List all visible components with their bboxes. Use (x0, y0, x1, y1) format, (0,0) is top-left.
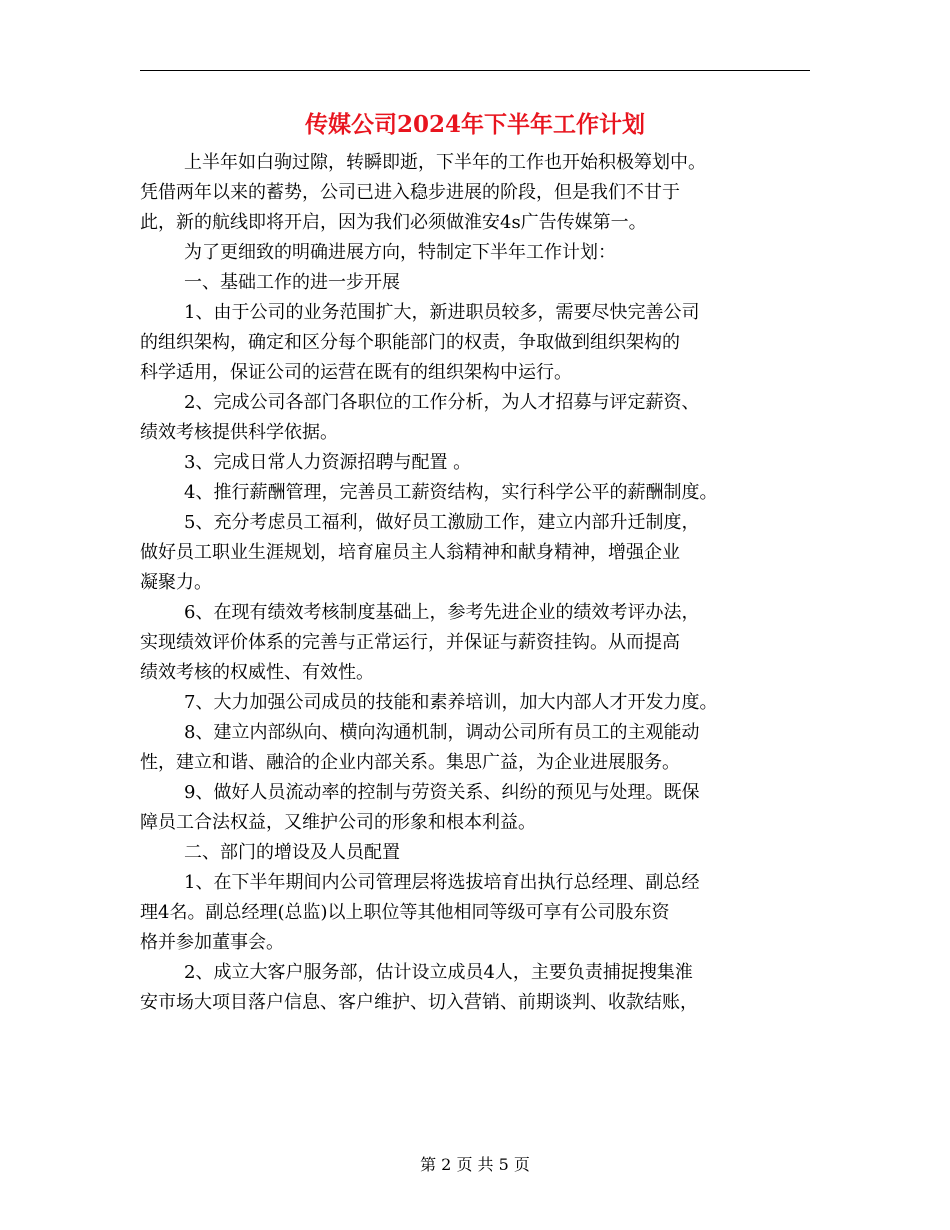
body-line: 二、部门的增设及人员配置 (184, 842, 400, 863)
body-line: 理4名。副总经理(总监)以上职位等其他相同等级可享有公司股东资 (140, 902, 670, 923)
body-line: 障员工合法权益，又维护公司的形象和根本利益。 (140, 812, 536, 833)
page-footer: 第 2 页 共 5 页 (420, 1155, 530, 1174)
body-line: 为了更细致的明确进展方向，特制定下半年工作计划： (184, 242, 616, 263)
header-rule (140, 70, 810, 71)
body-line: 此，新的航线即将开启，因为我们必须做淮安4s广告传媒第一。 (140, 212, 647, 233)
body-line: 8、建立内部纵向、横向沟通机制，调动公司所有员工的主观能动 (184, 722, 700, 743)
body-line: 科学适用，保证公司的运营在既有的组织架构中运行。 (140, 362, 572, 383)
body-line: 绩效考核的权威性、有效性。 (140, 662, 374, 683)
body-line: 1、由于公司的业务范围扩大，新进职员较多，需要尽快完善公司 (184, 302, 700, 323)
document-title: 传媒公司2024年下半年工作计划 (304, 111, 645, 138)
body-line: 5、充分考虑员工福利，做好员工激励工作，建立内部升迁制度， (184, 512, 700, 533)
body-line: 4、推行薪酬管理，完善员工薪资结构，实行科学公平的薪酬制度。 (184, 482, 718, 503)
document-body (140, 148, 820, 1018)
body-line: 6、在现有绩效考核制度基础上，参考先进企业的绩效考评办法， (184, 602, 700, 623)
body-line: 实现绩效评价体系的完善与正常运行，并保证与薪资挂钩。从而提高 (140, 632, 680, 653)
body-line: 的组织架构，确定和区分每个职能部门的权责，争取做到组织架构的 (140, 332, 680, 353)
body-line: 性，建立和谐、融洽的企业内部关系。集思广益，为企业进展服务。 (140, 752, 680, 773)
body-line: 凝聚力。 (140, 572, 212, 593)
body-line: 上半年如白驹过隙，转瞬即逝，下半年的工作也开始积极筹划中。 (184, 152, 706, 173)
body-line: 9、做好人员流动率的控制与劳资关系、纠纷的预见与处理。既保 (184, 782, 700, 803)
body-line: 2、完成公司各部门各职位的工作分析，为人才招募与评定薪资、 (184, 392, 700, 413)
body-line: 1、在下半年期间内公司管理层将选拔培育出执行总经理、副总经 (184, 872, 700, 893)
body-line: 凭借两年以来的蓄势，公司已进入稳步进展的阶段，但是我们不甘于 (140, 182, 680, 203)
body-line: 绩效考核提供科学依据。 (140, 422, 338, 443)
body-line: 一、基础工作的进一步开展 (184, 272, 400, 293)
body-line: 7、大力加强公司成员的技能和素养培训，加大内部人才开发力度。 (184, 692, 718, 713)
body-line: 格并参加董事会。 (140, 932, 284, 953)
body-line: 3、完成日常人力资源招聘与配置 。 (184, 452, 472, 473)
body-line: 做好员工职业生涯规划，培育雇员主人翁精神和献身精神，增强企业 (140, 542, 680, 563)
body-line: 安市场大项目落户信息、客户维护、切入营销、前期谈判、收款结账， (140, 992, 698, 1013)
body-line: 2、成立大客户服务部，估计设立成员4人，主要负责捕捉搜集淮 (184, 962, 693, 983)
